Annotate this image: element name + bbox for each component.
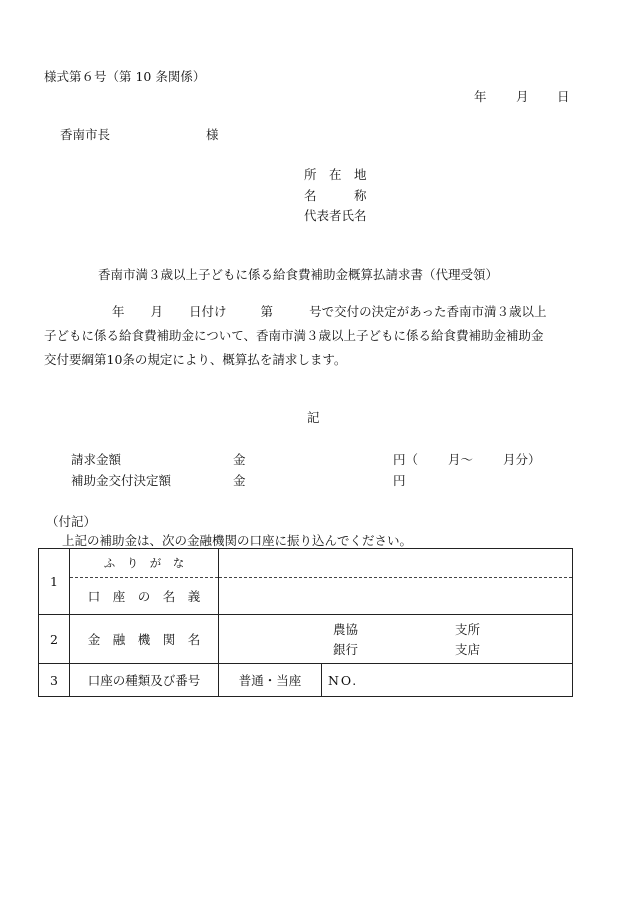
account-table (38, 548, 573, 697)
row-number-3: 3 (39, 664, 70, 697)
claim-amount-kin: 金 (233, 452, 246, 467)
body-line-3: 交付要綱第10条の規定により、概算払を請求します。 (44, 352, 347, 367)
decision-amount-yen: 円 (393, 473, 406, 488)
furigana-label: ふ り が な (70, 549, 219, 578)
body-date-suffix: 日付け (189, 304, 227, 319)
document-title: 香南市満３歳以上子どもに係る給食費補助金概算払請求書（代理受領） (98, 267, 499, 282)
date-month: 月 (516, 89, 529, 104)
claim-amount-yen: 円（ (393, 452, 419, 467)
date-year: 年 (474, 89, 487, 104)
bank-type-ginko: 銀行 (333, 642, 359, 657)
row-number-2: 2 (39, 615, 70, 664)
account-type-label: 口座の種類及び番号 (70, 664, 219, 697)
claim-amount-label: 請求金額 (71, 452, 122, 467)
furigana-field[interactable] (219, 549, 573, 578)
body-line-1 (44, 300, 596, 324)
account-holder-label: 口 座 の 名 義 (70, 578, 219, 615)
body-line-2: 子どもに係る給食費補助金について、香南市満３歳以上子どもに係る給食費補助金補助金 (44, 328, 544, 343)
representative-label: 代表者氏名 (304, 208, 367, 223)
account-holder-field[interactable] (219, 578, 573, 615)
body-paragraph (44, 300, 596, 372)
body-month: 月 (150, 304, 164, 319)
ki-heading: 記 (307, 410, 320, 425)
account-number-field[interactable]: NO. (328, 672, 359, 688)
date-day: 日 (557, 89, 570, 104)
table-row (39, 578, 573, 615)
branch-type-shiten: 支店 (455, 642, 481, 657)
account-type-cell (219, 664, 573, 697)
table-row (39, 664, 573, 697)
branch-type-shisho: 支所 (455, 622, 481, 637)
addressee-name: 香南市長 (60, 127, 111, 142)
note-text: 上記の補助金は、次の金融機関の口座に振り込んでください。 (62, 533, 413, 548)
row-number-1: 1 (39, 549, 70, 615)
note-heading: （付記） (46, 514, 97, 529)
table-row (39, 549, 573, 578)
claim-month-to: 月分） (503, 452, 541, 467)
body-dai: 第 (260, 304, 274, 319)
bank-name-label: 金 融 機 関 名 (70, 615, 219, 664)
bank-name-field[interactable] (219, 615, 573, 664)
address-label: 所 在 地 (304, 167, 367, 182)
form-number: 様式第６号（第 10 条関係） (44, 69, 206, 84)
name-label: 名 称 (304, 188, 367, 203)
addressee-honorific: 様 (206, 127, 219, 142)
account-type-choice[interactable]: 普通・当座 (219, 664, 322, 696)
claim-month-from: 月～ (448, 452, 474, 467)
decision-amount-kin: 金 (233, 473, 246, 488)
body-line1-rest: 号で交付の決定があった香南市満３歳以上 (309, 304, 547, 319)
decision-amount-label: 補助金交付決定額 (71, 473, 172, 488)
bank-type-nokyo: 農協 (333, 622, 359, 637)
body-year: 年 (112, 304, 125, 319)
table-row (39, 615, 573, 664)
